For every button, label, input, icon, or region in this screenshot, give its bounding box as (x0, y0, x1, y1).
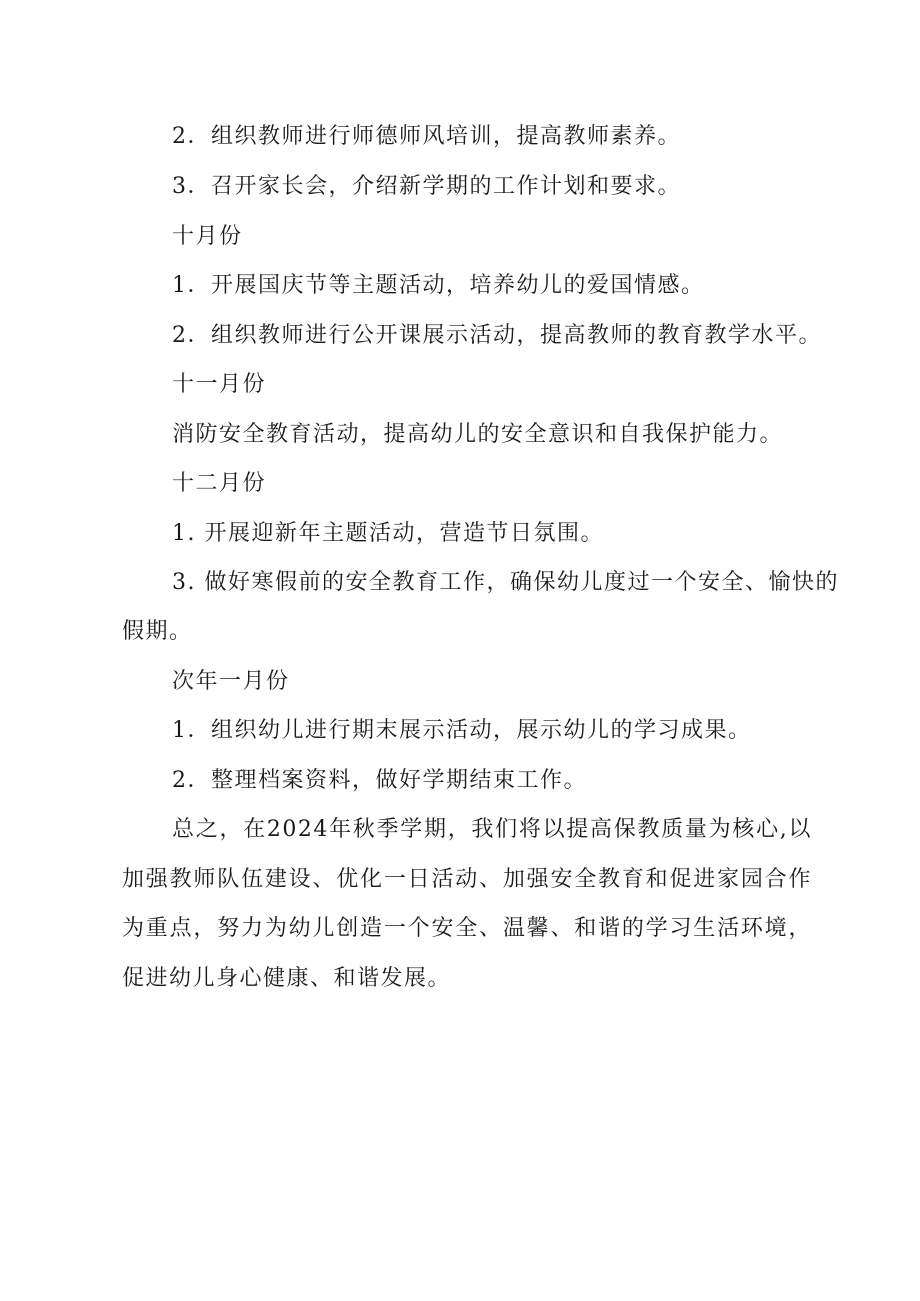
november-heading: 十一月份 (172, 372, 267, 397)
october-item-2: 2．组织教师进行公开课展示活动，提高教师的教育教学水平。 (172, 323, 822, 348)
december-item-3-line-2: 假期。 (122, 619, 193, 644)
november-item: 消防安全教育活动，提高幼儿的安全意识和自我保护能力。 (172, 422, 784, 447)
december-heading: 十二月份 (172, 471, 267, 496)
october-heading: 十月份 (172, 224, 243, 249)
january-heading: 次年一月份 (172, 669, 290, 694)
october-item-1: 1．开展国庆节等主题活动，培养幼儿的爱国情感。 (172, 273, 705, 298)
december-item-1: 1. 开展迎新年主题活动，营造节日氛围。 (172, 521, 604, 546)
summary-paragraph: 总之，在2024年秋季学期，我们将以提高保教质量为核心,以加强教师队伍建设、优化一日活动、加强安全教育和促进家园合作为重点，努力为幼儿创造一个安全、温馨、和谐的学习生活环境，促进幼儿身心健康、和谐发展。 (122, 817, 812, 991)
january-item-2: 2．整理档案资料，做好学期结束工作。 (172, 768, 587, 793)
january-item-1: 1．组织幼儿进行期末展示活动，展示幼儿的学习成果。 (172, 718, 752, 743)
december-item-3-line-1: 3. 做好寒假前的安全教育工作，确保幼儿度过一个安全、愉快的 (172, 570, 839, 595)
september-item-2: 2．组织教师进行师德师风培训，提高教师素养。 (172, 124, 681, 149)
september-item-3: 3．召开家长会，介绍新学期的工作计划和要求。 (172, 174, 681, 199)
